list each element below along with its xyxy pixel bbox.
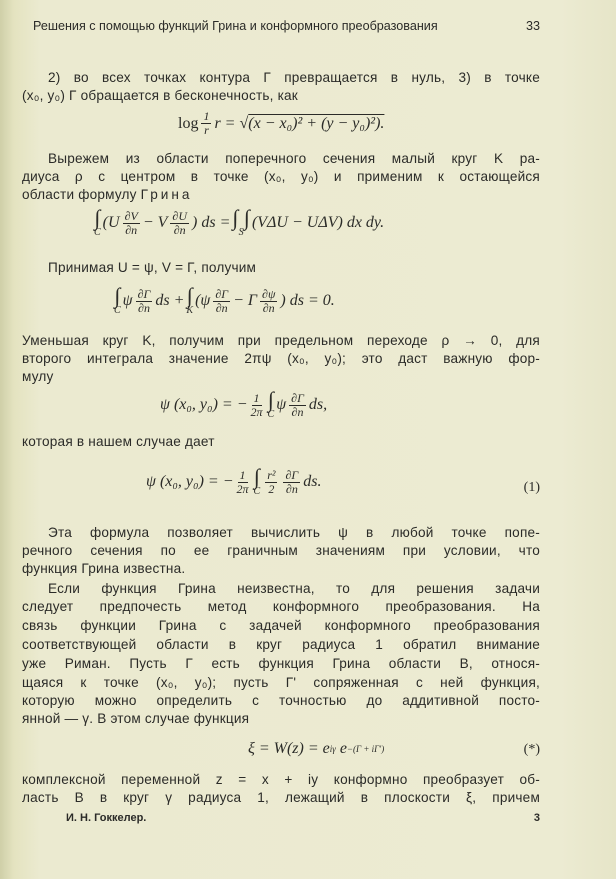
text-line: следует предпочесть метод конформного преобразования. На [22, 599, 540, 614]
text-line: уже Риман. Пусть Г есть функция Грина области B, относя- [22, 656, 540, 671]
text-line: функция Грина известна. [22, 561, 186, 576]
text-line: Принимая U = ψ, V = Γ, получим [48, 260, 257, 275]
text-line: мулу [22, 369, 54, 384]
running-header [33, 19, 540, 33]
page-footer [66, 812, 540, 824]
page-number: 33 [525, 19, 540, 33]
text-line: щаяся к точке (x₀, y₀); пусть Γ' сопряженная с ней функция, [22, 675, 540, 690]
formula-log: log 1 r r = √ (x − x₀)² + (y − y₀)²). [178, 109, 385, 137]
text-line: Эта формула позволяет вычислить ψ в любой точке попе- [48, 525, 540, 540]
footer-author: И. Н. Гоккелер. [66, 812, 147, 824]
formula-psi-integral: ∫ C ψ ∂Γ ∂n ds + ∫ K (ψ ∂Γ ∂n − Γ ∂ψ ∂n ) ds = 0. [114, 283, 335, 316]
equation-number: (1) [523, 480, 540, 495]
text-line: (x₀, y₀) Г обращается в бесконечность, как [22, 88, 298, 103]
signature-mark: 3 [533, 812, 540, 824]
text-line: Если функция Грина неизвестна, то для решения задачи [48, 581, 540, 596]
text-line: которую можно определить с точностью до аддитивной посто- [22, 693, 540, 708]
formula-psi: ψ (x₀, y₀) = − $\frac{1}{2\pi}$ ∫ C ψ ∂Γ ∂n ds, [160, 387, 328, 420]
header-title: Решения с помощью функций Грина и конформного преобразования [33, 19, 438, 33]
formula-conformal-map: ξ = W(z) = e iγ e −(Γ + iΓ') [248, 740, 385, 757]
text-line: диуса ρ с центром в точке (x₀, y₀) и применим к остающейся [22, 169, 540, 184]
text-line: второго интеграла значение 2πψ (x₀, y₀); это даст важную фор- [22, 351, 540, 366]
text-line: янной — γ. В этом случае функция [22, 711, 250, 726]
text-line: соответствующей области в круг радиуса 1 обратил внимание [22, 637, 540, 652]
equation-number: (*) [523, 742, 540, 757]
text-line: ласть B в круг γ радиуса 1, лежащий в плоскости ξ, причем [22, 790, 540, 805]
text-line: области формулу Грина [22, 187, 193, 202]
text-line: Уменьшая круг K, получим при предельном переходе ρ → 0, для [22, 333, 540, 348]
formula-1: ψ (x₀, y₀) = − $\frac{1}{2\pi}$ ∫ C r² 2 ∂Γ ∂n ds. [146, 464, 322, 497]
text-line: 2) во всех точках контура Г превращается в нуль, 3) в точке [48, 70, 540, 85]
text-line: Вырежем из области поперечного сечения малый круг K ра- [48, 151, 540, 166]
text-line: связь функции Грина с задачей конформного преобразования [22, 618, 540, 633]
text-line: речного сечения по ее граничным значениям при условии, что [22, 543, 540, 558]
text-line: комплексной переменной z = x + iy конформно преобразует об- [22, 772, 540, 787]
text-line: которая в нашем случае дает [22, 434, 215, 449]
formula-green: ∫ C (U ∂V ∂n − V ∂U ∂n ) ds = ∫ ∫ S (VΔU − UΔV) dx dy. [94, 205, 385, 238]
